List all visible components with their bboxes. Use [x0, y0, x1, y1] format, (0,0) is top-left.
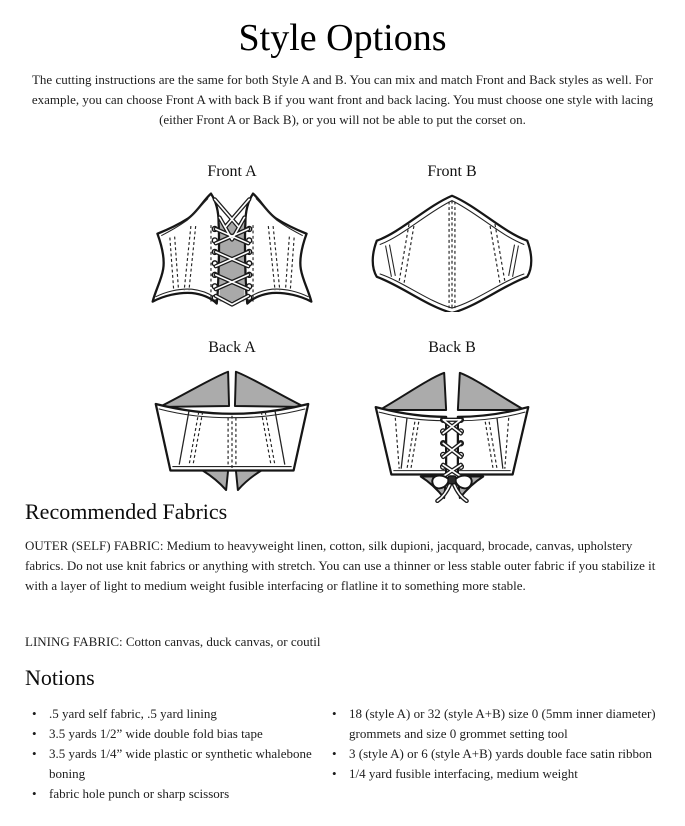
notions-list-right [330, 704, 675, 784]
list-item: • 3 (style A) or 6 (style A+B) yards double face satin ribbon [330, 744, 675, 764]
figure-back-a [142, 338, 322, 492]
notions-list-left [30, 704, 330, 804]
corset-front-b-illustration [364, 185, 540, 312]
list-item: • 18 (style A) or 32 (style A+B) size 0 (5mm inner diameter) grommets and size 0 grommet setting tool [330, 704, 675, 744]
figure-front-a [142, 162, 322, 315]
corset-front-a-illustration [144, 185, 320, 315]
recommended-fabrics-heading: Recommended Fabrics [25, 499, 228, 524]
figure-label: Back A [208, 339, 256, 356]
figure-label: Back B [428, 339, 476, 356]
list-item: • fabric hole punch or sharp scissors [30, 784, 330, 804]
lining-fabric-paragraph: LINING FABRIC: Cotton canvas, duck canvas, or coutil [25, 634, 321, 649]
corset-back-b-illustration [364, 361, 540, 503]
corset-back-a-illustration [144, 361, 320, 492]
page-title: Style Options [238, 17, 447, 59]
notions-heading: Notions [25, 665, 95, 690]
figure-label: Front A [207, 163, 257, 180]
outer-fabric-paragraph: OUTER (SELF) FABRIC: Medium to heavyweight linen, cotton, silk dupioni, jacquard, brocade, canvas, upholstery fabrics. Do not use knit fabrics or anything with stretch. You can use a thinner or less stable outer fabric if you stabilize it with a layer of light to medium weight fusible interfacing or flatline it to something more stable. [25, 538, 656, 593]
figure-front-b [362, 162, 542, 312]
figure-label: Front B [427, 163, 477, 180]
list-item: • 1/4 yard fusible interfacing, medium weight [330, 764, 675, 784]
intro-paragraph: The cutting instructions are the same for both Style A and B. You can mix and match Front and Back styles as well. For example, you can choose Front A with back B if you want front and back lacing. You must choose one style with lacing (either Front A or Back B), or you will not be able to put the corset on. [31, 72, 654, 127]
list-item: • 3.5 yards 1/2” wide double fold bias tape [30, 724, 330, 744]
figure-back-b [362, 338, 542, 503]
list-item: • 3.5 yards 1/4” wide plastic or synthetic whalebone boning [30, 744, 330, 784]
list-item: • .5 yard self fabric, .5 yard lining [30, 704, 330, 724]
